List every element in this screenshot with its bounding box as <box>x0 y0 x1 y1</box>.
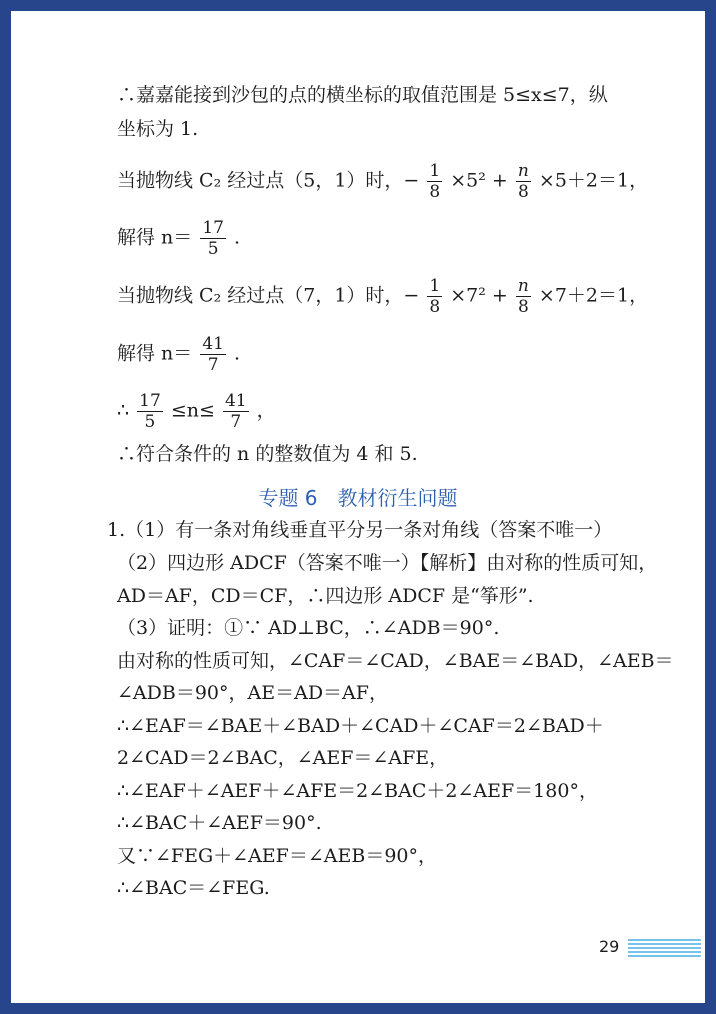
fraction <box>137 391 163 432</box>
denominator: 8 <box>517 182 529 202</box>
denominator: 7 <box>230 412 242 432</box>
page <box>11 11 705 1003</box>
q1-line-11: 又∵∠FEG＋∠AEF＝∠AEB＝90°， <box>117 845 437 867</box>
denominator: 8 <box>517 297 529 317</box>
fraction <box>427 276 442 317</box>
text-line-1: ∴嘉嘉能接到沙包的点的横坐标的取值范围是 5≤x≤7，纵 <box>117 84 608 106</box>
equation-text: 解得 n＝ <box>117 226 193 249</box>
equation-text: ×5＋2＝1， <box>538 169 649 192</box>
q1-line-9: ∴∠EAF＋∠AEF＋∠AFE＝2∠BAC＋2∠AEF＝180°， <box>117 780 598 802</box>
q1-line-10: ∴∠BAC＋∠AEF＝90°. <box>117 812 322 834</box>
solution-line-2 <box>117 334 240 375</box>
q1-line-3: AD＝AF，CD＝CF，∴四边形 ADCF 是“筝形”. <box>117 585 534 607</box>
q1-line-4: （3）证明：①∵ AD⊥BC，∴∠ADB＝90°. <box>117 617 500 639</box>
q1-line-12: ∴∠BAC＝∠FEG. <box>117 877 270 899</box>
equation-text: ∴ <box>117 399 130 422</box>
numerator: 1 <box>429 276 441 296</box>
equation-text: . <box>234 342 241 365</box>
q1-line-7: ∴∠EAF＝∠BAE＋∠BAD＋∠CAD＋∠CAF＝2∠BAD＋ <box>117 715 604 737</box>
page-number: 29 <box>599 937 620 956</box>
fraction <box>516 161 531 202</box>
fraction <box>223 391 249 432</box>
equation-text: 解得 n＝ <box>117 342 193 365</box>
q1-line-2: （2）四边形 ADCF（答案不唯一）【解析】由对称的性质可知， <box>117 552 658 574</box>
numerator: n <box>517 276 529 296</box>
equation-text: ×5² + <box>450 169 508 192</box>
solution-line-1 <box>117 218 240 259</box>
denominator: 5 <box>207 239 219 259</box>
section-heading: 专题 6 教材衍生问题 <box>258 486 458 510</box>
equation-text: 当抛物线 C₂ 经过点（7，1）时，− <box>117 284 420 307</box>
numerator: n <box>517 161 529 181</box>
q1-line-6: ∠ADB＝90°，AE＝AD＝AF， <box>117 682 388 704</box>
equation-line-1 <box>117 161 648 202</box>
equation-text: 当抛物线 C₂ 经过点（5，1）时，− <box>117 169 420 192</box>
numerator: 41 <box>224 391 247 411</box>
equation-text: . <box>234 226 241 249</box>
conclusion-line: ∴符合条件的 n 的整数值为 4 和 5. <box>117 443 418 465</box>
denominator: 5 <box>144 412 156 432</box>
text-line-2: 坐标为 1. <box>117 118 199 140</box>
q1-line-5: 由对称的性质可知，∠CAF＝∠CAD，∠BAE＝∠BAD，∠AEB＝ <box>117 650 674 672</box>
numerator: 17 <box>139 391 161 411</box>
page-decoration-stripes <box>628 939 701 959</box>
fraction <box>200 334 226 375</box>
denominator: 7 <box>207 355 219 375</box>
numerator: 41 <box>202 334 224 354</box>
denominator: 8 <box>429 297 441 317</box>
numerator: 17 <box>202 218 224 238</box>
denominator: 8 <box>429 182 441 202</box>
q1-line-8: 2∠CAD＝2∠BAC，∠AEF＝∠AFE， <box>117 747 449 769</box>
inequality-line <box>117 391 276 432</box>
fraction <box>200 218 226 259</box>
equation-text: ×7＋2＝1， <box>538 284 649 307</box>
fraction <box>427 161 442 202</box>
equation-text: ×7² + <box>450 284 508 307</box>
equation-line-2 <box>117 276 648 317</box>
equation-text: ≤n≤ <box>170 399 215 422</box>
fraction <box>516 276 531 317</box>
numerator: 1 <box>429 161 441 181</box>
q1-line-1: 1.（1）有一条对角线垂直平分另一条对角线（答案不唯一） <box>107 519 613 541</box>
equation-text: ， <box>256 399 276 422</box>
